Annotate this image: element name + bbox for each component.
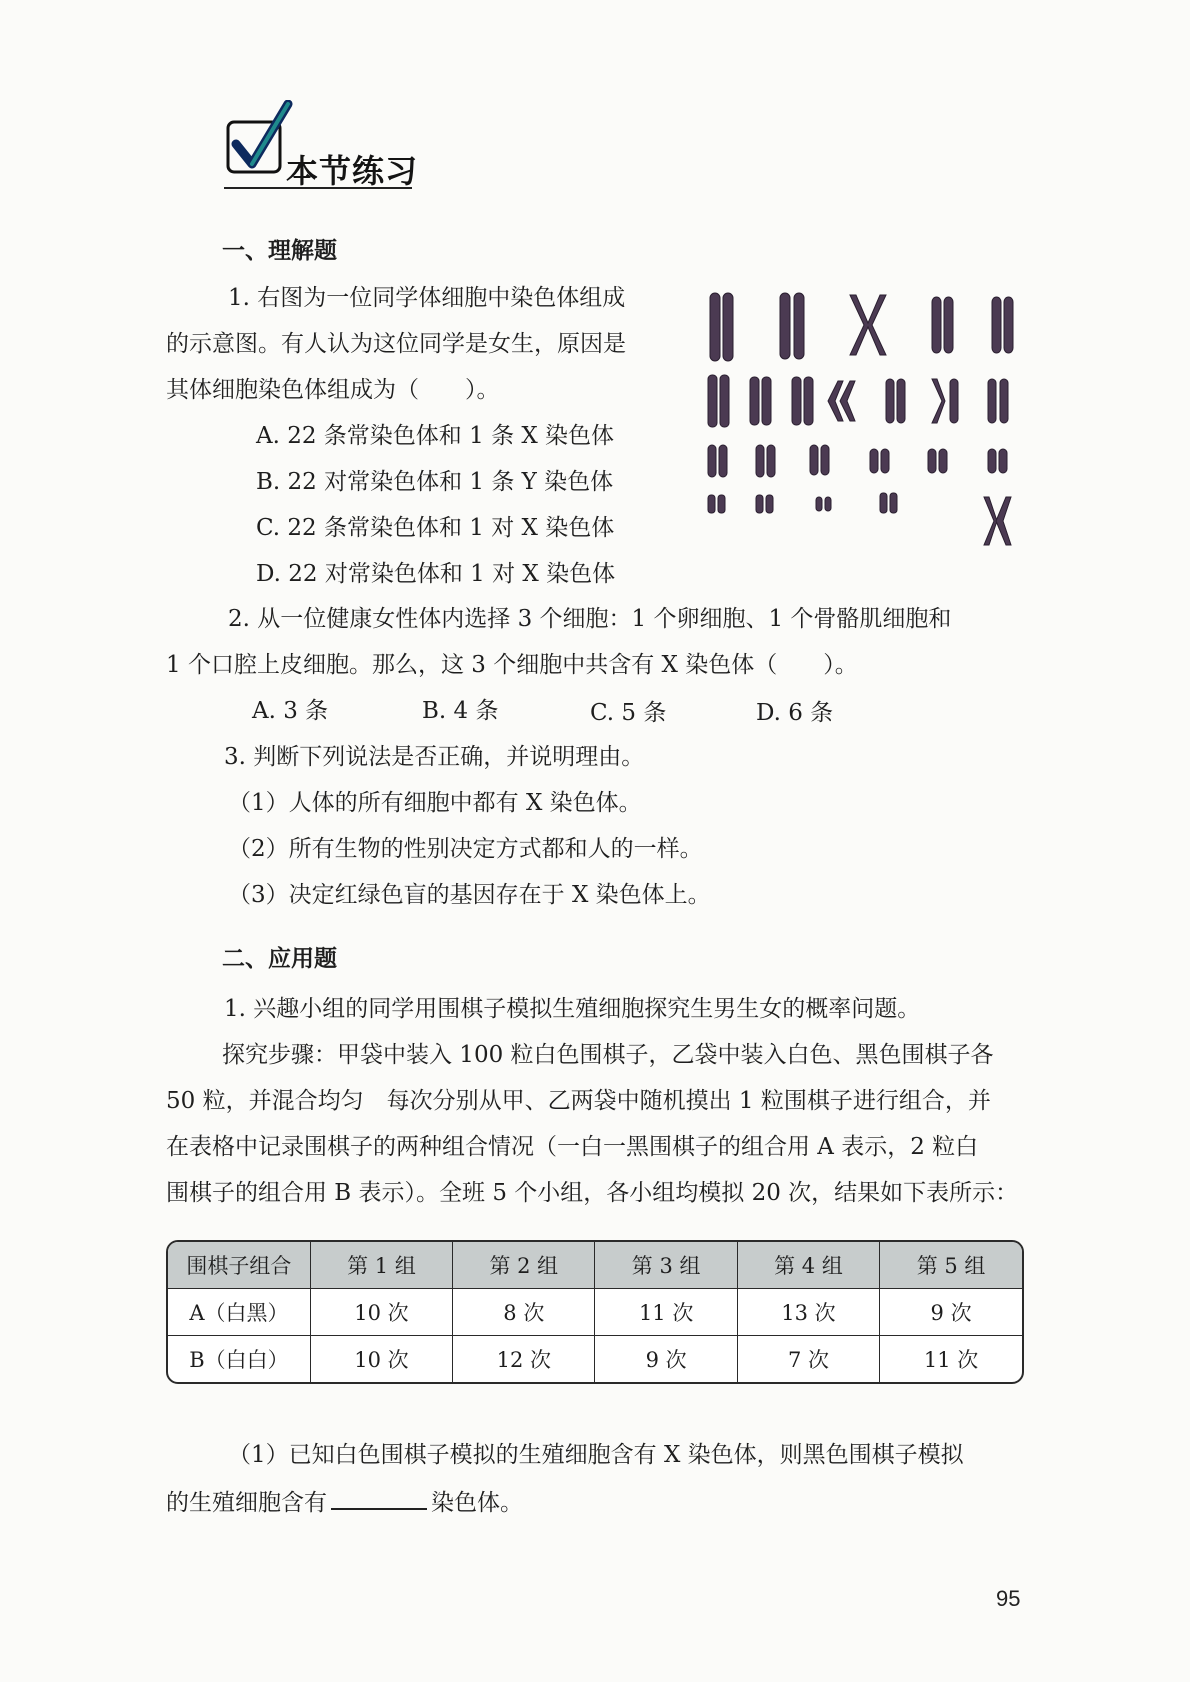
chromosome-pair-1: [710, 293, 733, 361]
table-header-cell: 第 2 组: [453, 1242, 595, 1289]
table-header-row: [168, 1242, 1022, 1289]
chromosome-pair-12: [988, 379, 1008, 423]
section-title: 本节练习: [286, 152, 419, 190]
q1-option-c: C. 22 条常染色体和 1 对 X 染色体: [256, 515, 615, 541]
q2-line2: 1 个口腔上皮细胞。那么，这 3 个细胞中共含有 X 染色体（ ）。: [166, 652, 858, 678]
heading-understanding: 一、理解题: [222, 238, 337, 264]
table-row: [168, 1289, 1022, 1336]
chromosome-pair-21: [816, 497, 831, 511]
page-number: 95: [996, 1586, 1021, 1611]
chromosome-pair-15: [810, 445, 829, 475]
chromosome-pair-19: [708, 495, 725, 513]
chromosome-pair-14: [756, 445, 775, 477]
q1-line2: 的示意图。有人认为这位同学是女生，原因是: [166, 331, 626, 357]
q1-line3: 其体细胞染色体组成为（ ）。: [166, 377, 500, 403]
chromosome-pair-17: [928, 449, 947, 473]
table-header-cell: 第 5 组: [880, 1242, 1022, 1289]
app-sub1-line2-start: 的生殖细胞含有: [166, 1490, 327, 1516]
app-sub1-line2-end: 染色体。: [431, 1490, 523, 1516]
q1-option-b: B. 22 对常染色体和 1 条 Y 染色体: [256, 469, 614, 495]
chromosome-pair-11: [932, 379, 958, 423]
chromosome-pair-20: [756, 495, 773, 513]
section-badge: [222, 100, 422, 200]
chromosome-pair-6: [708, 375, 729, 427]
table-header-cell: 第 3 组: [595, 1242, 737, 1289]
answer-blank[interactable]: [331, 1486, 427, 1510]
chromosome-pair-16: [870, 449, 889, 473]
heading-application: 二、应用题: [222, 946, 337, 972]
q3-stem: 3. 判断下列说法是否正确，并说明理由。: [224, 744, 645, 770]
chromosome-pair-22: [880, 493, 897, 513]
table-cell: 13 次: [737, 1289, 879, 1336]
table-cell: 10 次: [310, 1289, 452, 1336]
app-q1-line1: 1. 兴趣小组的同学用围棋子模拟生殖细胞探究生男生女的概率问题。: [224, 996, 921, 1022]
table-cell: B（白白）: [168, 1336, 310, 1383]
table-cell: 10 次: [310, 1336, 452, 1383]
app-q1-line3: 50 粒，并混合均匀 每次分别从甲、乙两袋中随机摸出 1 粒围棋子进行组合，并: [166, 1088, 991, 1114]
chromosome-pair-18: [988, 449, 1007, 473]
app-q1-line4: 在表格中记录围棋子的两种组合情况（一白一黑围棋子的组合用 A 表示，2 粒白: [166, 1134, 979, 1160]
table-header-cell: 围棋子组合: [168, 1242, 310, 1289]
chromosome-pair-4: [932, 297, 953, 353]
table-row: [168, 1336, 1022, 1383]
table-header-cell: 第 4 组: [737, 1242, 879, 1289]
chromosome-pair-8: [792, 377, 813, 425]
q2-option-a: A. 3 条: [252, 698, 329, 724]
q1-line1: 1. 右图为一位同学体细胞中染色体组成: [228, 285, 626, 311]
q2-option-b: B. 4 条: [422, 698, 499, 724]
q2-line1: 2. 从一位健康女性体内选择 3 个细胞：1 个卵细胞、1 个骨骼肌细胞和: [228, 606, 952, 632]
app-sub1-line2: [166, 1486, 523, 1518]
table-header-cell: 第 1 组: [310, 1242, 452, 1289]
app-q1-line5: 围棋子的组合用 B 表示）。全班 5 个小组，各小组均模拟 20 次，结果如下表所示：: [166, 1180, 1019, 1206]
table-cell: 9 次: [880, 1289, 1022, 1336]
app-sub1-line1: （1）已知白色围棋子模拟的生殖细胞含有 X 染色体，则黑色围棋子模拟: [228, 1442, 964, 1468]
table-cell: 11 次: [595, 1289, 737, 1336]
table-cell: 8 次: [453, 1289, 595, 1336]
table-cell: 11 次: [880, 1336, 1022, 1383]
q2-option-c: C. 5 条: [590, 700, 667, 726]
table-cell: 12 次: [453, 1336, 595, 1383]
q1-option-d: D. 22 对常染色体和 1 对 X 染色体: [256, 561, 616, 587]
sex-chromosomes-xx: [984, 497, 1011, 545]
q1-option-a: A. 22 条常染色体和 1 条 X 染色体: [256, 423, 615, 449]
chromosome-pair-13: [708, 445, 727, 477]
results-table: [166, 1240, 1024, 1384]
q3-item-1: （1）人体的所有细胞中都有 X 染色体。: [228, 790, 642, 816]
chromosome-pair-9: [828, 381, 855, 421]
chromosome-pair-7: [750, 377, 771, 425]
table-cell: 9 次: [595, 1336, 737, 1383]
chromosome-pair-10: [886, 379, 905, 423]
karyotype-figure: [700, 285, 1030, 560]
app-q1-line2: 探究步骤：甲袋中装入 100 粒白色围棋子，乙袋中装入白色、黑色围棋子各: [222, 1042, 994, 1068]
table-cell: A（白黑）: [168, 1289, 310, 1336]
q3-item-3: （3）决定红绿色盲的基因存在于 X 染色体上。: [228, 882, 711, 908]
table-cell: 7 次: [737, 1336, 879, 1383]
chromosome-pair-2: [780, 293, 804, 359]
q2-option-d: D. 6 条: [756, 700, 834, 726]
chromosome-pair-3: [850, 295, 886, 355]
q3-item-2: （2）所有生物的性别决定方式都和人的一样。: [228, 836, 703, 862]
chromosome-pair-5: [992, 297, 1013, 353]
